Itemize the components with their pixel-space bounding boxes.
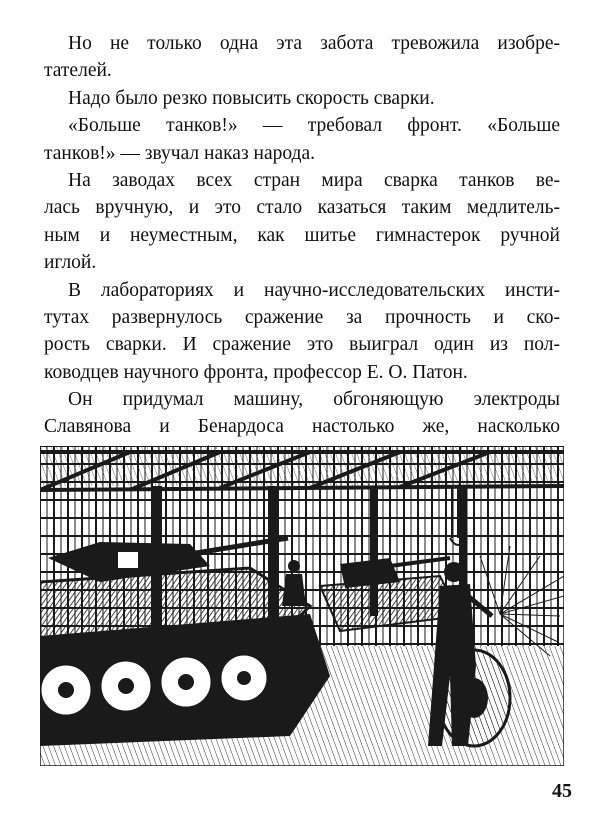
text-line: Славянова и Бенардоса настолько же, насколько <box>44 416 560 438</box>
text-line: иглой. <box>44 252 97 274</box>
text-line: тутах развернулось сражение за прочность и ско- <box>44 306 560 328</box>
tank-factory-drawing <box>40 446 564 766</box>
text-line: ным и неуместным, как шитье гимнастерок ручной <box>44 224 560 246</box>
text-line: тателей. <box>44 60 112 82</box>
wire-spool <box>438 650 510 746</box>
text-line: На заводах всех стран мира сварка танков ве- <box>68 169 560 191</box>
text-line: «Больше танков!» — требовал фронт. «Больше <box>68 115 560 137</box>
text-line: лась вручную, и это стало казаться таким медлитель- <box>44 197 560 219</box>
text-line: Он придумал машину, обгоняющую электроды <box>68 389 560 411</box>
text-line: Но не только одна эта забота тревожила изобре- <box>68 33 560 54</box>
text-line: танков!» — звучал наказ народа. <box>44 142 316 164</box>
text-line: рость сварки. И сражение это выиграл один из пол- <box>44 334 560 356</box>
text-line: Надо было резко повысить скорость сварки. <box>68 87 435 109</box>
factory-illustration <box>40 446 564 766</box>
text-line: В лабораториях и научно-исследовательских инсти- <box>68 279 560 301</box>
page-number: 45 <box>552 780 572 802</box>
text-line: ководцев научного фронта, профессор Е. О. Патон. <box>44 361 468 383</box>
